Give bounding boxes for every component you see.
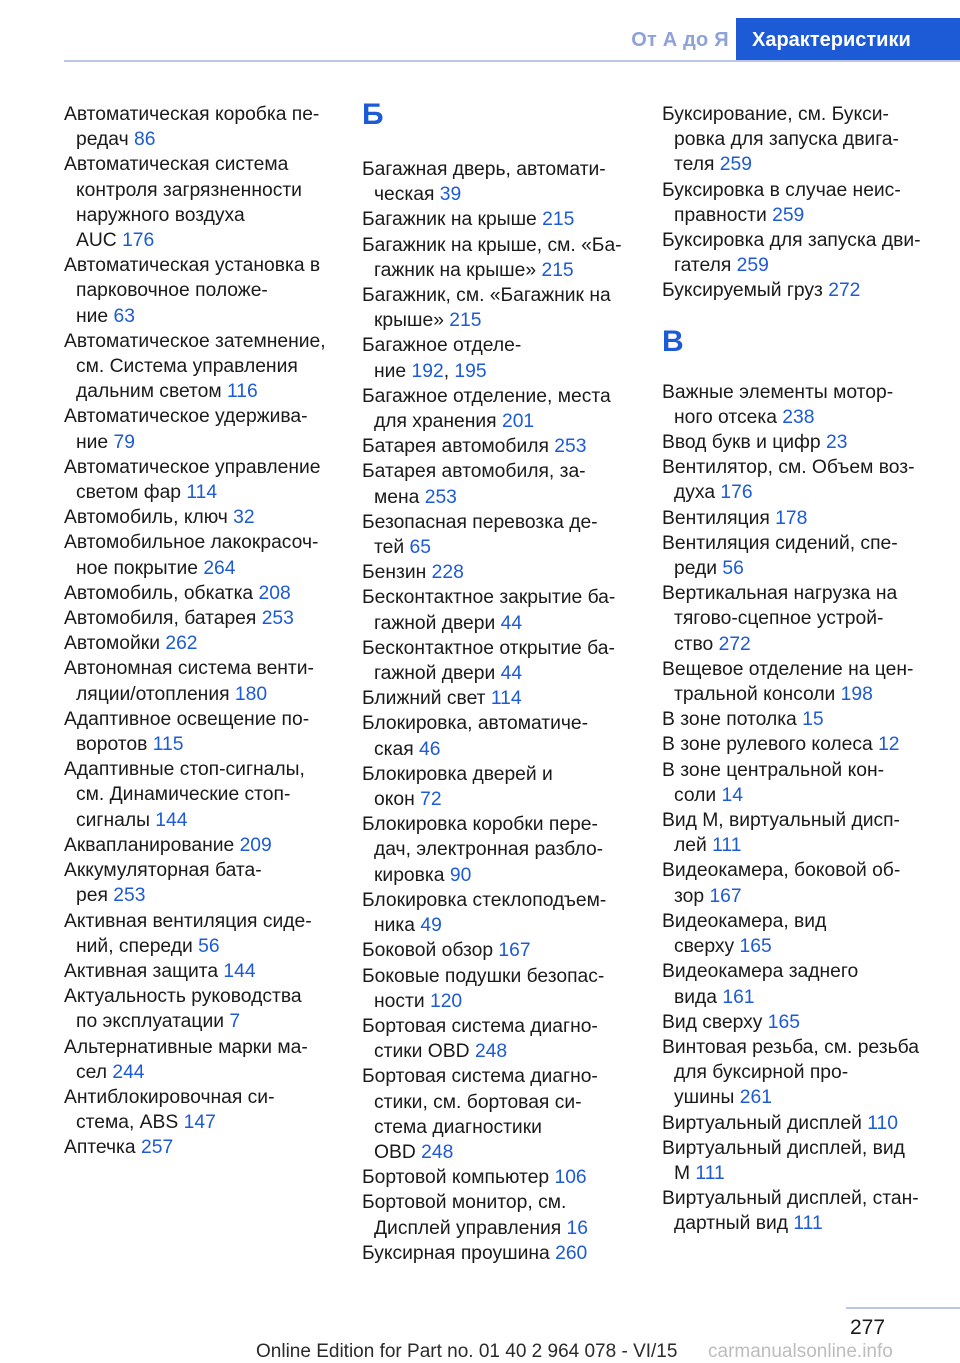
index-entry	[362, 207, 632, 232]
index-entry	[662, 1136, 932, 1186]
page-link[interactable]: 180	[234, 683, 268, 705]
page-link[interactable]: 106	[554, 1167, 587, 1189]
index-entry	[362, 1241, 632, 1266]
index-entry	[64, 959, 334, 984]
page-link[interactable]: 44	[500, 612, 523, 634]
entry-text: В зоне рулевого колеса	[662, 734, 873, 756]
entry-text: Багажник на крыше	[362, 209, 537, 231]
page-link[interactable]: 248	[474, 1041, 508, 1063]
page-link[interactable]: 167	[709, 885, 742, 907]
entry-text: Батарея автомобиля, за- мена	[362, 461, 586, 508]
index-entry	[64, 530, 334, 580]
index-entry	[64, 631, 334, 656]
page-link[interactable]: 176	[720, 482, 753, 504]
page-link[interactable]: 272	[828, 280, 861, 302]
entry-text: Блокировка, автоматиче- ская	[362, 713, 589, 760]
page-link[interactable]: 215	[449, 310, 482, 332]
index-entry	[662, 506, 932, 531]
index-entry	[362, 1014, 632, 1064]
page-link[interactable]: 215	[542, 209, 575, 231]
index-entry: Багажное отделе- ние 192, 195	[362, 335, 522, 382]
index-entry	[662, 531, 932, 581]
index-entry	[64, 833, 334, 858]
page-link[interactable]: 244	[112, 1061, 145, 1083]
page-link[interactable]: 15	[802, 709, 824, 731]
page-link[interactable]: 261	[739, 1087, 772, 1109]
entry-text: Багажное отделе- ние	[362, 335, 522, 382]
page-link[interactable]: 209	[239, 834, 272, 856]
entry-text: Вид M, виртуальный дисп- лей	[662, 810, 900, 857]
index-column-3	[662, 102, 932, 1237]
page-link[interactable]: 72	[420, 789, 442, 811]
index-entry	[64, 909, 334, 959]
header-bar	[624, 18, 960, 62]
entry-text: Вентиляция сидений, спе- реди	[662, 532, 898, 580]
page-link[interactable]: 144	[155, 809, 188, 831]
index-column-1	[64, 102, 334, 1161]
entry-text: Виртуальный дисплей, стан- дартный вид	[662, 1188, 919, 1235]
page-link[interactable]: 32	[233, 507, 255, 529]
entry-text: Альтернативные марки ма- сел	[64, 1036, 308, 1083]
entry-text: Блокировка дверей и окон	[362, 763, 553, 811]
index-entry	[662, 228, 932, 278]
page-link[interactable]: 144	[223, 960, 256, 982]
index-entry	[64, 606, 334, 631]
page-link[interactable]: 114	[490, 688, 522, 710]
page-link[interactable]: 79	[113, 431, 135, 453]
watermark: carmanualsonline.info	[708, 1341, 893, 1362]
page-link[interactable]: 259	[772, 204, 805, 226]
index-entry	[362, 560, 632, 585]
entry-text: Блокировка стеклоподъем- ника	[362, 889, 607, 937]
index-entry	[662, 278, 932, 303]
entry-text: Багажник на крыше, см. «Ба- гажник на крыше»	[362, 234, 622, 281]
page-link[interactable]: 7	[229, 1011, 241, 1033]
entry-text: В зоне центральной кон- соли	[662, 759, 885, 806]
index-entry	[662, 1010, 932, 1035]
page-link[interactable]: 272	[718, 633, 751, 655]
index-entry	[662, 959, 932, 1009]
index-entry	[64, 858, 334, 908]
index-entry	[64, 707, 334, 757]
entry-text: Видеокамера заднего вида	[662, 961, 859, 1008]
page-link[interactable]: 49	[420, 915, 442, 937]
index-entry	[662, 102, 932, 178]
index-entry	[362, 686, 632, 711]
breadcrumb[interactable]: От А до Я	[631, 28, 729, 51]
entry-text: Виртуальный дисплей, вид M	[662, 1137, 905, 1184]
entry-text: Багажник, см. «Багажник на крыше»	[362, 285, 611, 332]
page-link[interactable]: 120	[429, 990, 463, 1012]
entry-text: Виртуальный дисплей	[662, 1112, 862, 1134]
entry-text: Боковые подушки безопас- ности	[362, 965, 605, 1012]
page-link[interactable]: 16	[566, 1217, 588, 1239]
entry-text: Автоматическая установка в парковочное положе- ние	[64, 255, 321, 327]
index-entry	[662, 380, 932, 430]
page-link[interactable]: 215	[541, 259, 574, 281]
page-link[interactable]: 147	[183, 1112, 216, 1134]
page-link[interactable]: 165	[739, 936, 772, 958]
entry-text: Бортовой компьютер	[362, 1167, 550, 1189]
index-entry	[662, 1111, 932, 1136]
page-link[interactable]: 260	[555, 1242, 588, 1264]
index-entry	[64, 253, 334, 329]
index-entry	[662, 178, 932, 228]
page-link[interactable]: 111	[793, 1213, 823, 1235]
index-entry	[662, 707, 932, 732]
page-link[interactable]: 114	[186, 482, 218, 504]
section-tab[interactable]: Характеристики	[736, 18, 960, 62]
index-column-2	[362, 98, 632, 1266]
entry-text: Автоматическое управление светом фар	[64, 456, 321, 504]
index-entry	[362, 233, 632, 283]
page-link[interactable]: 228	[431, 562, 464, 584]
entry-text: Автономная система венти- ляции/отопления	[64, 658, 314, 705]
page-link[interactable]: 259	[719, 154, 752, 176]
index-entry	[362, 434, 632, 459]
page-link[interactable]: 195	[454, 360, 487, 382]
entry-text: Автоматическая система контроля загрязненности наружного воздуха AUC	[64, 154, 302, 252]
entry-text: Блокировка коробки пере- дач, электронная разбло- кировка	[362, 814, 604, 886]
section-letter: В	[662, 324, 684, 358]
page-link[interactable]: 12	[878, 734, 900, 756]
entry-text: Видеокамера, вид сверху	[662, 910, 827, 958]
entry-text: Вид сверху	[662, 1011, 763, 1033]
index-entry	[362, 888, 632, 938]
entry-text: Ввод букв и цифр	[662, 432, 821, 454]
page-link[interactable]: 46	[419, 738, 441, 760]
page-number-rule	[846, 1307, 960, 1309]
entry-text: Актуальность руководства по эксплуатации	[64, 986, 302, 1033]
index-entry	[362, 283, 632, 333]
entry-text: Аквапланирование	[64, 834, 235, 856]
index-entry	[662, 1186, 932, 1236]
entry-text: Бортовая система диагно- стики, см. бортовая си- стема диагностики OBD	[362, 1066, 598, 1163]
index-entry	[362, 762, 632, 812]
section-letter: Б	[362, 98, 384, 131]
entry-text: Адаптивные стоп-сигналы, см. Динамические стоп- сигналы	[64, 759, 305, 831]
index-entry	[362, 1165, 632, 1190]
index-entry	[362, 459, 632, 509]
index-entry	[64, 757, 334, 833]
index-entry	[64, 1135, 334, 1160]
index-entry	[662, 455, 932, 505]
entry-text: Автомобиля, батарея	[64, 608, 257, 630]
entry-text: Автоматическое удержива- ние	[64, 406, 308, 453]
entry-text: Автомобиль, ключ	[64, 507, 228, 529]
page-link[interactable]: 14	[721, 784, 743, 806]
page-link[interactable]: 253	[554, 436, 587, 458]
page-link[interactable]: 192	[411, 360, 444, 382]
page-link[interactable]: 63	[113, 305, 135, 327]
entry-text: Аккумуляторная бата- рея	[64, 860, 262, 907]
index-entry	[662, 758, 932, 808]
page-link[interactable]: 253	[261, 608, 294, 630]
index-entry	[64, 1085, 334, 1135]
entry-text: Винтовая резьба, см. резьба для буксирной про- ушины	[662, 1036, 919, 1109]
entry-text: Видеокамера, боковой об- зор	[662, 860, 901, 907]
entry-text: Ближний свет	[362, 688, 486, 710]
index-entry	[64, 404, 334, 454]
entry-text: Автомойки	[64, 633, 160, 655]
entry-text: Бесконтактное открытие ба- гажной двери	[362, 637, 615, 685]
entry-text: Вентиляция	[662, 507, 770, 529]
index-entry	[64, 329, 334, 405]
entry-text: Буксирование, см. Букси- ровка для запуска двига- теля	[662, 104, 899, 176]
index-entry	[362, 711, 632, 761]
index-entry	[662, 732, 932, 757]
index-entry	[64, 152, 334, 253]
index-entry	[362, 964, 632, 1014]
index-entry	[362, 938, 632, 963]
entry-text: В зоне потолка	[662, 709, 797, 731]
page-link[interactable]: 39	[439, 184, 462, 206]
page-link[interactable]: 198	[840, 684, 873, 706]
page-link[interactable]: 116	[227, 381, 258, 403]
entry-text: Бензин	[362, 562, 427, 584]
entry-text: Буксирная проушина	[362, 1242, 550, 1264]
index-entry	[362, 1190, 632, 1240]
index-entry	[64, 1035, 334, 1085]
entry-text: Вещевое отделение на цен- тральной консоли	[662, 658, 914, 706]
entry-text: Бортовой монитор, см. Дисплей управления	[362, 1192, 567, 1239]
index-entry	[64, 581, 334, 606]
entry-text: Бортовая система диагно- стики OBD	[362, 1015, 598, 1063]
index-entry	[64, 656, 334, 706]
index-entry	[662, 657, 932, 707]
page-link[interactable]: 90	[449, 864, 472, 886]
page-link[interactable]: 44	[500, 663, 523, 685]
entry-text: Буксировка для запуска дви- гателя	[662, 230, 921, 277]
index-entry	[662, 1035, 932, 1111]
header-rule	[64, 60, 960, 62]
entry-text: Автомобиль, обкатка	[64, 582, 254, 604]
index-entry	[362, 157, 632, 207]
page-link[interactable]: 86	[133, 129, 156, 151]
index-entry	[662, 909, 932, 959]
entry-text: Активная вентиляция сиде- ний, спереди	[64, 910, 312, 957]
entry-text: Бесконтактное закрытие ба- гажной двери	[362, 587, 616, 634]
index-entry	[362, 812, 632, 888]
index-entry	[362, 1064, 632, 1165]
page-link[interactable]: 56	[198, 935, 220, 957]
index-entry	[64, 102, 334, 152]
edition-footer: Online Edition for Part no. 01 40 2 964 078 - VI/15	[256, 1341, 678, 1362]
entry-text: Важные элементы мотор- ного отсека	[662, 381, 894, 428]
entry-text: Боковой обзор	[362, 940, 494, 962]
entry-text: Буксируемый груз	[662, 280, 823, 302]
entry-text: Багажное отделение, места для хранения	[362, 385, 611, 433]
page-link[interactable]: 259	[736, 255, 769, 277]
entry-text: Безопасная перевозка де- тей	[362, 511, 598, 559]
page-link[interactable]: 65	[409, 537, 431, 559]
page-link[interactable]: 262	[165, 633, 198, 655]
entry-text: Вентилятор, см. Объем воз- духа	[662, 457, 915, 504]
page-link[interactable]: 253	[113, 885, 146, 907]
index-entry	[64, 984, 334, 1034]
page-link[interactable]: 111	[695, 1162, 725, 1184]
page-link[interactable]: 257	[141, 1137, 174, 1159]
index-entry	[662, 808, 932, 858]
entry-text: Батарея автомобиля	[362, 436, 549, 458]
index-entry	[362, 510, 632, 560]
index-entry	[362, 585, 632, 635]
entry-text: Активная защита	[64, 960, 219, 982]
page-link[interactable]: 253	[424, 486, 457, 508]
page-link[interactable]: 165	[767, 1011, 800, 1033]
page-link[interactable]: 264	[203, 557, 236, 579]
index-entry	[362, 636, 632, 686]
entry-text: Автоматическое затемнение, см. Система управления дальним светом	[64, 330, 326, 403]
index-entry	[662, 430, 932, 455]
page-link[interactable]: 167	[498, 940, 531, 962]
page-link[interactable]: 161	[722, 986, 755, 1008]
entry-text: Антиблокировочная си- стема, ABS	[64, 1086, 275, 1134]
page-number: 277	[850, 1316, 886, 1339]
page-link[interactable]: 178	[775, 507, 808, 529]
page-link[interactable]: 208	[258, 582, 291, 604]
entry-text: Адаптивное освещение по- воротов	[64, 708, 310, 756]
page-link[interactable]: 110	[867, 1112, 899, 1134]
page-link[interactable]: 56	[722, 558, 744, 580]
entry-text: Вертикальная нагрузка на тягово-сцепное устрой- ство	[662, 583, 898, 655]
index-entry	[662, 858, 932, 908]
index-entry	[64, 455, 334, 505]
entry-text: Багажная дверь, автомати- ческая	[362, 159, 606, 206]
index-entry	[662, 581, 932, 657]
page-link[interactable]: 201	[501, 411, 535, 433]
entry-text: Аптечка	[64, 1137, 136, 1159]
page-link[interactable]: 115	[152, 734, 184, 756]
page-link[interactable]: 248	[421, 1141, 454, 1163]
index-entry	[362, 384, 632, 434]
page-link[interactable]: 238	[782, 406, 815, 428]
entry-text: Буксировка в случае неис- правности	[662, 179, 901, 226]
index-entry	[64, 505, 334, 530]
entry-text: Автомобильное лакокрасоч- ное покрытие	[64, 532, 319, 579]
page-link[interactable]: 111	[712, 835, 742, 857]
page-link[interactable]: 176	[122, 230, 155, 252]
entry-text: Автоматическая коробка пе- редач	[64, 104, 320, 151]
page-link[interactable]: 23	[825, 432, 848, 454]
